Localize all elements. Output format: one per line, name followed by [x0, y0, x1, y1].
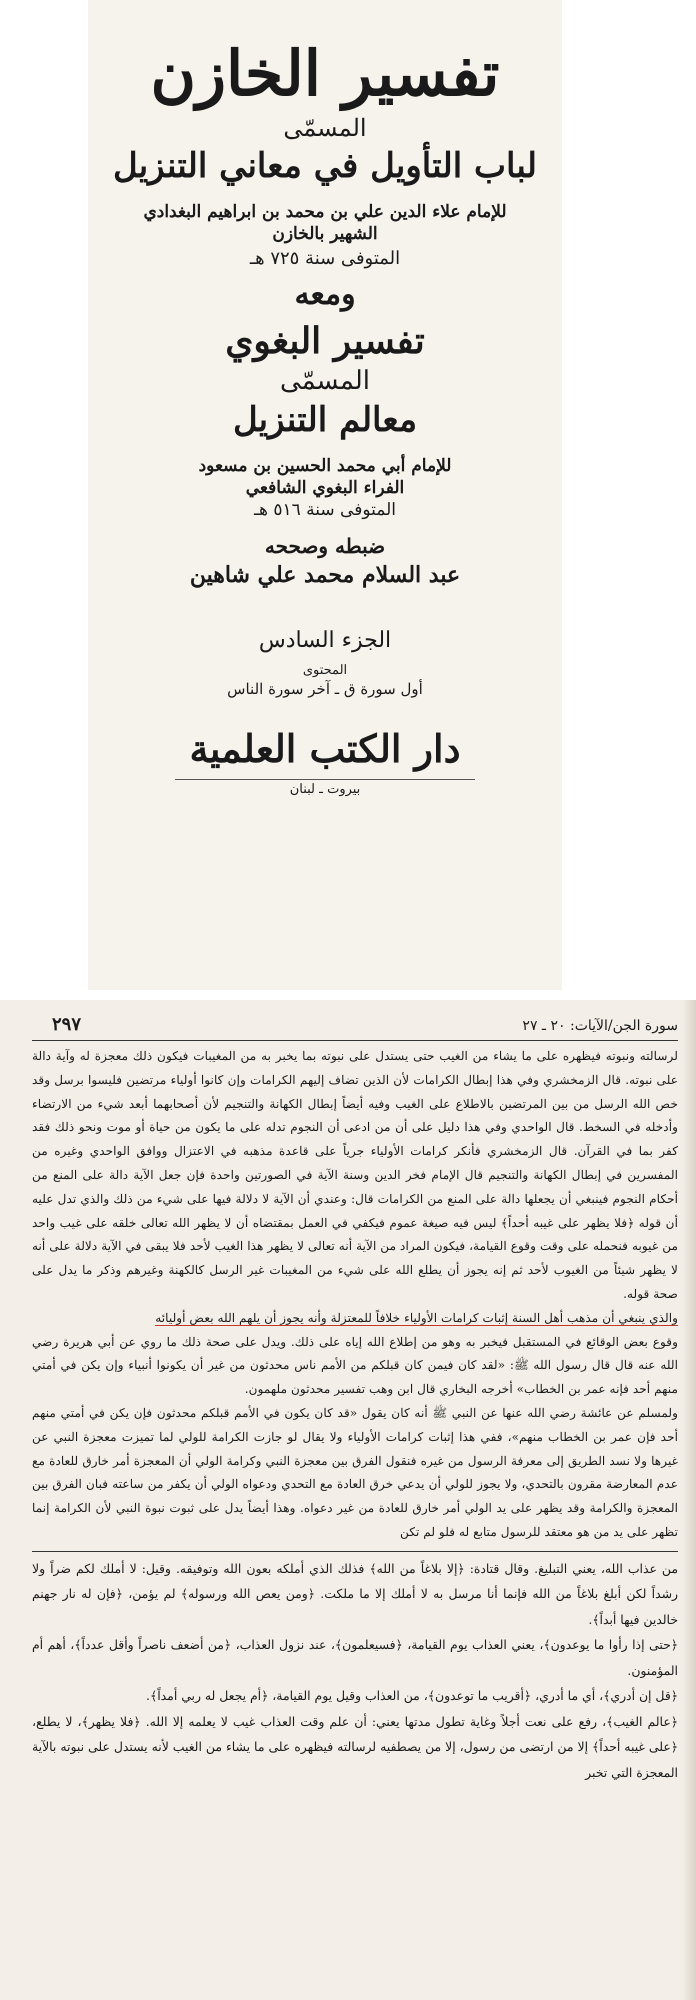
author-baghawi-death: المتوفى سنة ٥١٦ هـ	[253, 500, 396, 521]
page-number: ٢٩٧	[52, 1014, 82, 1035]
binding-shadow	[682, 1000, 696, 2000]
gloss-paragraph: ﴿عالم الغيب﴾، رفع على نعت أجلاً وغاية تطول مدتها يعني: أن علم وقت العذاب غيب لا يعلمه إلا الله. ﴿فلا يظهر﴾، لا يطلع، ﴿على غيبه أحداً﴾ إلا من ارتضى من رسول، إلا من يصطفيه لرسالته فيظهره على ما يشاء من الغيب لأنه يستدل على نبوته بالآية المعجزة التي تخبر	[32, 1713, 678, 1780]
commentary-paragraph: لرسالته ونبوته فيظهره على ما يشاء من الغيب حتى يستدل على نبوته بما يخبر به من المغيبات فيكون ذلك معجزة له وآية دالة على نبوته. قال الزمخشري وفي هذا إبطال الكرامات لأن الذين تضاف إليهم الكرامات وإن كانوا أولياء مرتضين فليسوا برسل وقد خص الله الرسل من بين المرتضين بالاطلاع على الغيب وفيه أيضاً إبطال الكهانة والتنجيم لأن أصحابهما أبعد شيء من الارتضاء وأدخله في السخط. قال الواحدي وفي هذا دليل على أن من ادعى أن النجوم تدله على ما يكون من حياة أو موت ونحو ذلك فقد كفر بما في القرآن. قال الزمخشري فأنكر كرامات الأولياء جرياً على قاعدة مذهبه في الاعتزال ووافق الواحدي وغيره من المفسرين في إبطال الكهانة والتنجيم قال الإمام فخر الدين وسنة الآية في الصورتين واحدة فإن جعل الآية دالة على المنع من أحكام النجوم فينبغي أن يجعلها دالة على المنع من الكرامات قال: وعندي أن الآية لا دلالة فيها على شيء من ذلك والذي تدل عليه أن قوله ﴿فلا يظهر على غيبه أحداً﴾ ليس فيه صيغة عموم فيكفي في العمل بمقتضاه أن لا يظهر الله تعالى خلقه على غيب واحد من غيوبه فنحمله على وقت وقوع القيامة، فيكون المراد من الآية أنه تعالى لا يظهر هذا الغيب لأحد فلا يبقى في الآية دلالة على أنه لا يظهر شيئاً من الغيوب لأحد ثم إنه يجوز أن يطلع الله على شيء من المغيبات غير الرسل كالكهنة وغيرهم وذكر ما يدل على صحة قوله.	[32, 1049, 678, 1301]
editor-name: عبد السلام محمد علي شاهين	[189, 562, 461, 589]
publisher-rule	[175, 779, 475, 780]
author-baghawi-shuhra: الفراء البغوي الشافعي	[245, 478, 405, 499]
author-khazin-death: المتوفى سنة ٧٢٥ هـ	[249, 248, 401, 270]
contents-range: أول سورة ق ـ آخر سورة الناس	[227, 680, 423, 699]
publisher-name: دار الكتب العلمية	[189, 726, 461, 772]
commentary-paragraph-highlight	[32, 1307, 678, 1331]
page-header	[32, 1014, 678, 1041]
contents-label: المحتوى	[302, 663, 348, 679]
header-surah: سورة الجن/الآيات: ٢٠ ـ ٢٧	[522, 1018, 678, 1034]
author-baghawi: للإمام أبي محمد الحسين بن مسعود	[198, 456, 452, 477]
commentary-paragraph: وقوع بعض الوقائع في المستقبل فيخبر به وهو من إطلاع الله إياه على ذلك. ويدل على صحة ذلك ما روي عن أبي هريرة رضي الله عنه قال قال رسول الله ﷺ: «لقد كان فيمن كان قبلكم من الأمم ناس محدثون من غير أن يكونوا أنبياء وإن يكن في أمتي منهم أحد فإنه عمر بن الخطاب» أخرجه البخاري قال ابن وهب تفسير محدثون ملهمون.	[32, 1334, 678, 1397]
dabt-label: ضبطه وصححه	[264, 534, 386, 559]
author-khazin-shuhra: الشهير بالخازن	[272, 224, 378, 245]
lubab-title: لباب التأويل في معاني التنزيل	[112, 146, 538, 187]
volume-part: الجزء السادس	[258, 628, 392, 654]
gloss-paragraph: ﴿قل إن أدري﴾، أي ما أدري، ﴿أقريب ما توعدون﴾، من العذاب وقيل يوم القيامة، ﴿أم يجعل له ربي أمداً﴾.	[146, 1688, 678, 1704]
commentary-paragraph: ولمسلم عن عائشة رضي الله عنها عن النبي ﷺ أنه كان يقول «قد كان يكون في الأمم قبلكم محدثون فإن يكن في أمتي منهم أحد فإن عمر بن الخطاب منهم»، ففي هذا إثبات كرامات الأولياء ولا يقال لو جازت الكرامة للولي لما تميزت معجزة النبي عن غيرها ولا نسد الطريق إلى معرفة الرسول من غيره فنقول الفرق بين معجزة النبي وكرامة الولي أن المعجزة أمر خارق للعادة مع عدم المعارضة مقرون بالتحدي، ولا يجوز للولي أن يدعي خرق العادة مع التحدي ودعواه الولي أن يكفر من ساعته فبان الفرق بين المعجزة والكرامة وقد يظهر على يد الولي أمر خارق للعادة من غير دعواه. وهذا أيضاً يدل على ثبوت نبوة النبي لأن الكرامة إنما تظهر على يد من هو معتقد للرسول متابع له فلو لم تكن	[32, 1405, 679, 1539]
musamma-label: المسمّى	[283, 114, 367, 143]
author-khazin: للإمام علاء الدين علي بن محمد بن ابراهيم البغدادي	[143, 202, 507, 223]
main-commentary	[32, 1045, 678, 1545]
baghawi-gloss	[32, 1556, 678, 1786]
main-title: تفسير الخازن	[150, 37, 500, 110]
publisher-city: بيروت ـ لبنان	[289, 782, 361, 798]
gloss-paragraph: ﴿حتى إذا رأوا ما يوعدون﴾، يعني العذاب يوم القيامة، ﴿فسيعلمون﴾، عند نزول العذاب، ﴿من أضعف ناصراً وأقل عدداً﴾، أهم أم المؤمنون.	[32, 1637, 678, 1678]
section-divider	[32, 1551, 678, 1552]
wa-maahu-label: ومعه	[294, 277, 356, 313]
underlined-sentence: والذي ينبغي أن مذهب أهل السنة إثبات كرامات الأولياء خلافاً للمعتزلة وأنه يجوز أن يلهم الله بعض أوليائه	[155, 1310, 678, 1325]
baghawi-title: تفسير البغوي	[225, 320, 425, 363]
maalim-title: معالم التنزيل	[232, 400, 418, 441]
tafsir-text-page	[0, 1000, 696, 2000]
book-title-page	[88, 0, 562, 990]
musamma-label-2: المسمّى	[279, 366, 371, 397]
gloss-paragraph: من عذاب الله، يعني التبليغ. وقال قتادة: ﴿إلا بلاغاً من الله﴾ فذلك الذي أملكه بعون الله وتوفيقه. وقيل: لا أملك لكم ضراً ولا رشداً لكن أبلغ بلاغاً من الله فإنما أنا مرسل به لا أملك إلا ما ملكت. ﴿ومن يعص الله ورسوله﴾ لم يؤمن، ﴿فإن له نار جهنم خالدين فيها أبداً﴾.	[32, 1560, 678, 1627]
